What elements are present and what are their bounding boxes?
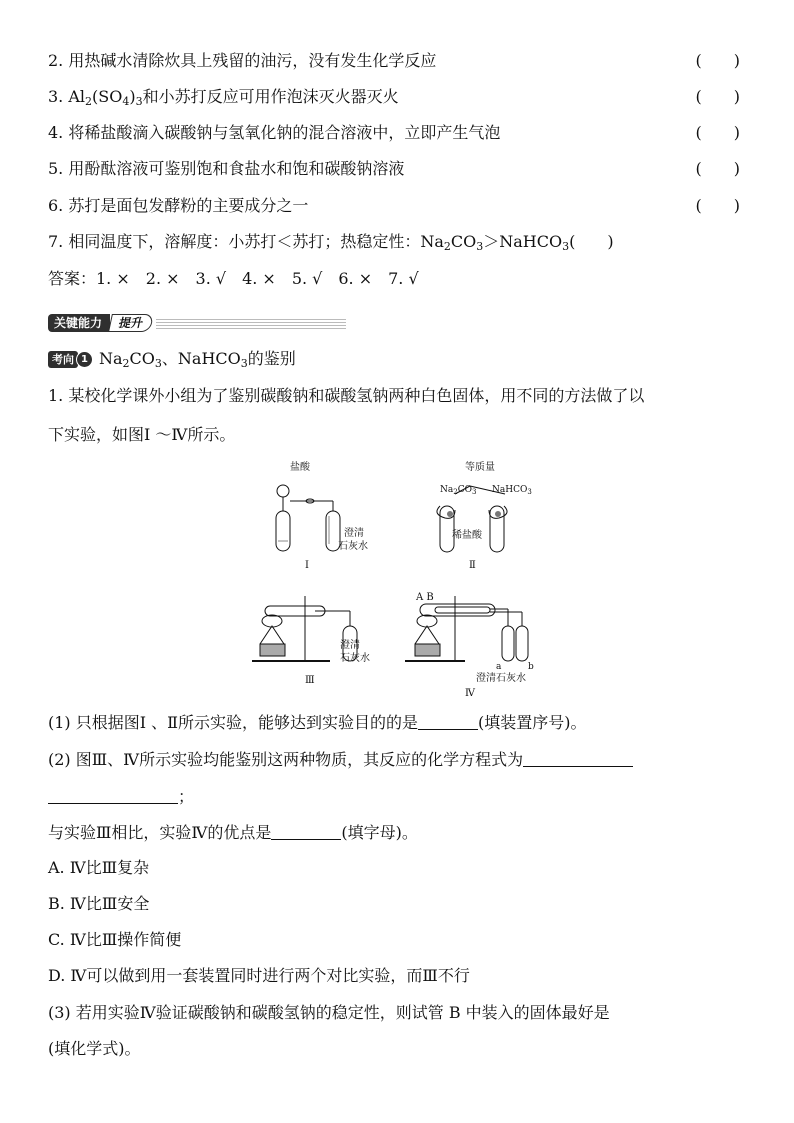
- blank-equation-2[interactable]: [48, 785, 178, 804]
- section-banner: [48, 314, 346, 332]
- label-fig-III: Ⅲ: [305, 675, 315, 686]
- label-limewater-3b: 石灰水: [340, 653, 370, 664]
- label-nahco3: NaHCO$_3$: [492, 485, 532, 496]
- blank-1[interactable]: [418, 711, 478, 730]
- topic-title: $Na_2CO_3$、NaHCO$_3$的鉴别: [99, 349, 296, 370]
- sub-question-2-advantage: 与实验Ⅲ相比，实验Ⅳ的优点是 (填字母)。: [48, 823, 418, 842]
- option-c: C. Ⅳ比Ⅲ操作简便: [48, 930, 182, 949]
- blank-advantage[interactable]: [271, 821, 341, 840]
- label-na2co3: $Na_2CO_3$: [440, 485, 477, 496]
- label-dilute-hcl: 稀盐酸: [452, 530, 482, 541]
- answer-parens: ( ): [695, 51, 740, 70]
- option-a: A. Ⅳ比Ⅲ复杂: [48, 858, 150, 877]
- apparatus-svg: [240, 456, 550, 701]
- item-number: 3.: [48, 87, 64, 106]
- label-limewater-3a: 澄清: [340, 640, 360, 651]
- label-ab: A B: [416, 592, 434, 603]
- answer-line: 答案：1. × 2. × 3. √ 4. × 5. √ 6. × 7. √: [48, 269, 419, 288]
- judgment-item-3: [48, 86, 748, 108]
- label-limewater-4: 澄清石灰水: [476, 673, 526, 684]
- item-number: 5.: [48, 159, 64, 178]
- label-equal-mass: 等质量: [465, 462, 495, 473]
- sub-question-3-line-1: (3) 若用实验Ⅳ验证碳酸钠和碳酸氢钠的稳定性，则试管 B 中装入的固体最好是: [48, 1003, 610, 1022]
- topic-heading: [48, 348, 296, 370]
- judgment-item-7: 7. 相同温度下，溶解度：小苏打＜苏打；热稳定性：$Na_2CO_3>NaHCO_3$( ): [48, 232, 614, 253]
- sub-question-2-cont: ；: [48, 785, 194, 808]
- blank-equation-1[interactable]: [523, 748, 633, 767]
- topic-badge: 考向: [48, 351, 78, 368]
- answer-parens: ( ): [695, 87, 740, 106]
- judgment-item-2: [48, 50, 748, 72]
- judgment-item-6: [48, 195, 748, 217]
- item-text: 用热碱水清除炊具上残留的油污，没有发生化学反应: [68, 51, 437, 70]
- item-number: 6.: [48, 196, 64, 215]
- label-limewater-1b: 石灰水: [338, 541, 368, 552]
- judgment-item-4: [48, 122, 748, 144]
- label-fig-I: Ⅰ: [305, 560, 309, 571]
- section-label-improve: 提升: [108, 314, 154, 332]
- section-label-key-ability: 关键能力: [48, 314, 110, 332]
- label-fig-II: Ⅱ: [469, 560, 476, 571]
- apparatus-figure: [240, 456, 550, 701]
- question-1-line-2: 下实验，如图Ⅰ ～Ⅳ所示。: [48, 425, 236, 444]
- option-d: D. Ⅳ可以做到用一套装置同时进行两个对比实验，而Ⅲ不行: [48, 966, 470, 985]
- apparatus-I: [276, 485, 340, 551]
- label-limewater-1a: 澄清: [344, 528, 364, 539]
- answer-parens: ( ): [695, 159, 740, 178]
- item-text: 苏打是面包发酵粉的主要成分之一: [68, 196, 309, 215]
- topic-number: 1: [76, 351, 93, 368]
- item-text: $Al_2(SO_4)_3$和小苏打反应可用作泡沫灭火器灭火: [68, 87, 399, 108]
- judgment-item-5: [48, 158, 748, 180]
- option-b: B. Ⅳ比Ⅲ安全: [48, 894, 150, 913]
- item-text: 用酚酞溶液可鉴别饱和食盐水和饱和碳酸钠溶液: [68, 159, 405, 178]
- banner-stripe: [156, 317, 346, 329]
- item-number: 4.: [48, 123, 64, 142]
- item-number: 2.: [48, 51, 64, 70]
- label-tube-b: b: [528, 662, 534, 672]
- sub-question-3-line-2: (填化学式)。: [48, 1039, 141, 1058]
- label-hcl: 盐酸: [290, 462, 310, 473]
- answer-parens: ( ): [695, 123, 740, 142]
- apparatus-III: [252, 596, 357, 661]
- item-text: 将稀盐酸滴入碳酸钠与氢氧化钠的混合溶液中，立即产生气泡: [68, 123, 501, 142]
- sub-question-1: (1) 只根据图Ⅰ 、Ⅱ所示实验，能够达到实验目的的是 (填装置序号)。: [48, 713, 587, 732]
- sub-question-2: (2) 图Ⅲ、Ⅳ所示实验均能鉴别这两种物质，其反应的化学方程式为: [48, 748, 633, 771]
- label-fig-IV: Ⅳ: [465, 688, 475, 699]
- question-1-line-1: 1. 某校化学课外小组为了鉴别碳酸钠和碳酸氢钠两种白色固体，用不同的方法做了以: [48, 386, 645, 405]
- apparatus-IV: [405, 596, 528, 661]
- answer-parens: ( ): [695, 196, 740, 215]
- label-tube-a: a: [496, 662, 502, 672]
